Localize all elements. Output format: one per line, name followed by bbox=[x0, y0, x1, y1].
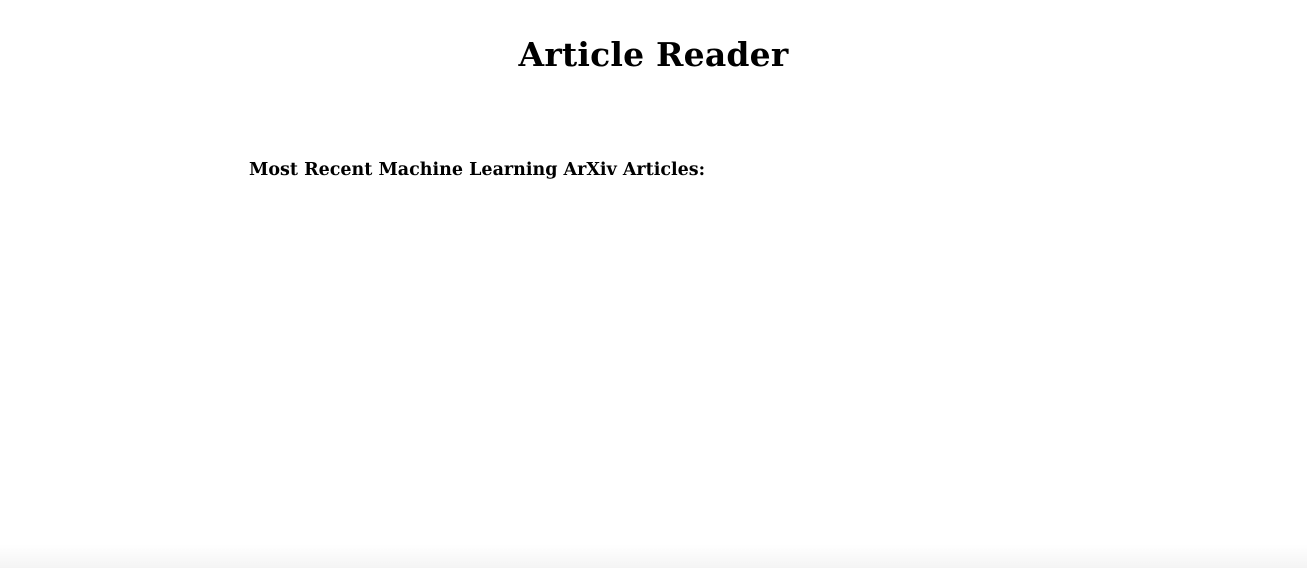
section-heading: Most Recent Machine Learning ArXiv Articles: bbox=[249, 160, 706, 180]
article-list bbox=[249, 196, 1059, 516]
page-title: Article Reader bbox=[518, 35, 789, 74]
bottom-shadow bbox=[0, 544, 1307, 568]
